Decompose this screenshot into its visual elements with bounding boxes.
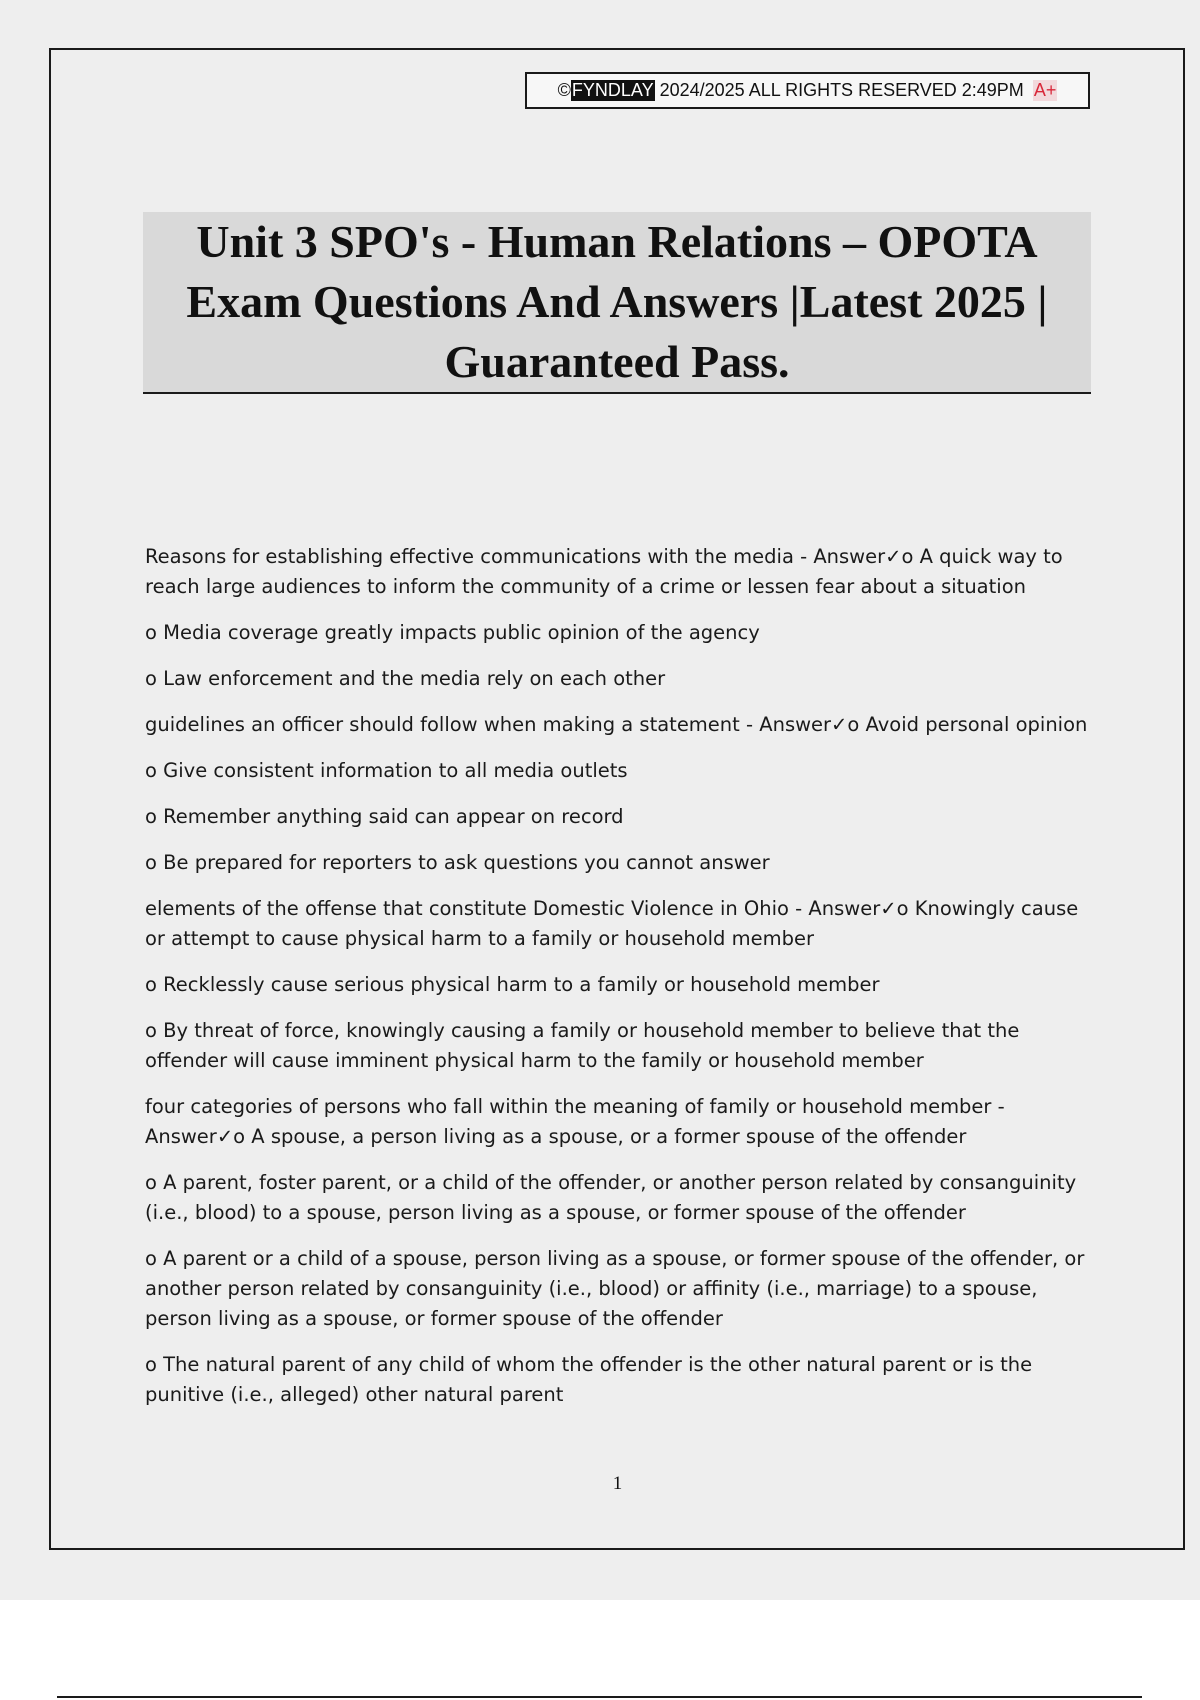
qa-paragraph: o A parent or a child of a spouse, person living as a spouse, or former spouse of the offender, or another person related by consanguinity (i.e., blood) or affinity (i.e., marriage) to a spouse, person living as a spouse, or former spouse of the offender	[145, 1247, 1085, 1330]
qa-paragraph: o The natural parent of any child of whom the offender is the other natural parent or is the punitive (i.e., alleged) other natural parent	[145, 1353, 1033, 1406]
qa-content	[145, 542, 1095, 1426]
qa-paragraph: o Be prepared for reporters to ask questions you cannot answer	[145, 851, 770, 874]
qa-paragraph: o A parent, foster parent, or a child of the offender, or another person related by consanguinity (i.e., blood) to a spouse, person living as a spouse, or former spouse of the offender	[145, 1171, 1077, 1224]
qa-paragraph: o Law enforcement and the media rely on each other	[145, 667, 666, 690]
qa-paragraph: o Give consistent information to all media outlets	[145, 759, 628, 782]
title-line-1: Unit 3 SPO's - Human Relations – OPOTA	[196, 216, 1038, 267]
qa-paragraph: guidelines an officer should follow when making a statement - Answer✓o Avoid personal opinion	[145, 713, 1088, 736]
grade-badge: A+	[1033, 80, 1057, 100]
title-line-3: Guaranteed Pass.	[444, 336, 790, 387]
qa-paragraph: elements of the offense that constitute Domestic Violence in Ohio - Answer✓o Knowingly cause or attempt to cause physical harm to a family or household member	[145, 897, 1079, 950]
title-block	[143, 212, 1091, 394]
title-line-2: Exam Questions And Answers |Latest 2025 |	[186, 276, 1048, 327]
page-number: 1	[612, 1473, 623, 1494]
document-title	[152, 212, 1082, 392]
copyright-header	[525, 72, 1090, 109]
qa-paragraph: four categories of persons who fall within the meaning of family or household member - Answer✓o A spouse, a person living as a spouse, or a former spouse of the offender	[145, 1095, 1005, 1148]
copyright-symbol: ©	[557, 80, 571, 100]
qa-paragraph: o Recklessly cause serious physical harm to a family or household member	[145, 973, 880, 996]
qa-paragraph: o By threat of force, knowingly causing a family or household member to believe that the offender will cause imminent physical harm to the family or household member	[145, 1019, 1020, 1072]
qa-paragraph: o Remember anything said can appear on record	[145, 805, 624, 828]
rights-text: 2024/2025 ALL RIGHTS RESERVED 2:49PM	[654, 80, 1029, 100]
next-page-rule	[57, 1696, 1142, 1698]
brand-name: FYNDLAY	[571, 80, 654, 100]
qa-paragraph: Reasons for establishing effective communications with the media - Answer✓o A quick way to reach large audiences to inform the community of a crime or lessen fear about a situation	[145, 545, 1063, 598]
qa-paragraph: o Media coverage greatly impacts public opinion of the agency	[145, 621, 760, 644]
